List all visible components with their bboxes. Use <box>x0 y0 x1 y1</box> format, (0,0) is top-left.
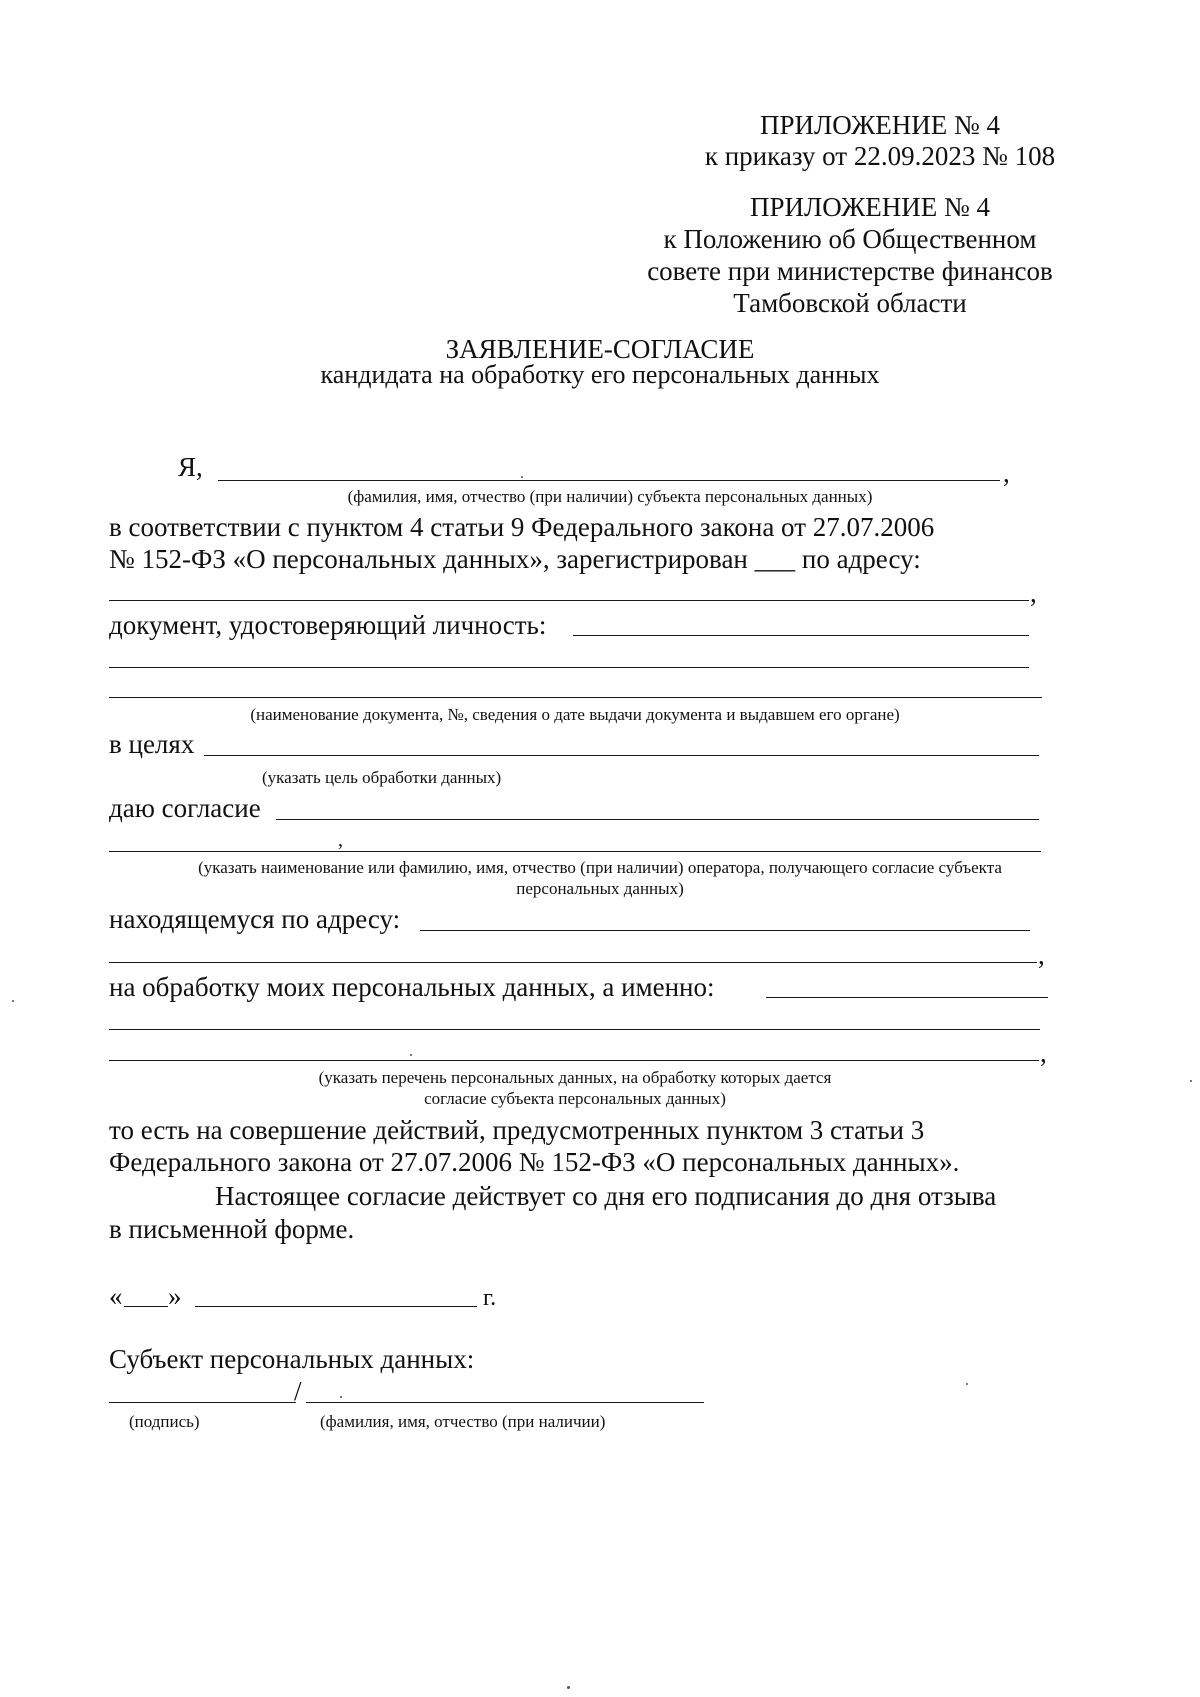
operator-address-comma: , <box>1038 940 1045 970</box>
operator-hint-line-2: персональных данных) <box>516 879 684 898</box>
regulation-line-1: к Положению об Общественном <box>663 224 1037 254</box>
data-list-field-line-1[interactable] <box>766 997 1048 998</box>
operator-address-field-line-2[interactable] <box>109 962 1037 963</box>
address-comma: , <box>1030 578 1037 608</box>
regulation-appendix-heading: ПРИЛОЖЕНИЕ № 4 <box>749 192 991 222</box>
consent-field-line-2[interactable] <box>109 851 1041 852</box>
order-reference: к приказу от 22.09.2023 № 108 <box>704 141 1056 171</box>
signature-field-line[interactable] <box>109 1402 296 1403</box>
document-title: ЗАЯВЛЕНИЕ-СОГЛАСИЕ <box>445 334 755 364</box>
id-document-label: документ, удостоверяющий личность: <box>109 610 547 640</box>
data-list-field-line-3[interactable] <box>109 1060 1039 1061</box>
law-text-line-1: в соответствии с пунктом 4 статьи 9 Федерального закона от 27.07.2006 <box>109 512 935 542</box>
id-document-field-line-3[interactable] <box>109 697 1042 698</box>
regulation-line-2: совете при министерстве финансов <box>647 256 1053 286</box>
data-list-comma: , <box>1040 1038 1047 1068</box>
processing-label: на обработку моих персональных данных, а именно: <box>109 972 715 1002</box>
consent-label: даю согласие <box>109 793 261 823</box>
validity-text-line-2: в письменной форме. <box>109 1214 355 1244</box>
id-document-field-line-1[interactable] <box>573 635 1029 636</box>
operator-hint-line-1: (указать наименование или фамилию, имя, отчество (при наличии) оператора, получающего согласие субъекта <box>198 858 1002 877</box>
address-field-line[interactable] <box>109 600 1029 601</box>
date-month-year-field[interactable] <box>195 1306 477 1307</box>
scan-speck <box>410 1054 412 1056</box>
scan-speck <box>567 1686 570 1689</box>
fio-comma: , <box>1003 458 1010 488</box>
i-label: Я, <box>178 452 203 482</box>
id-document-field-line-2[interactable] <box>109 667 1029 668</box>
date-open-quote: « <box>109 1281 123 1311</box>
date-close-quote: » <box>168 1281 182 1311</box>
fio-hint: (фамилия, имя, отчество (при наличии) субъекта персональных данных) <box>347 487 873 506</box>
signature-hint: (подпись) <box>129 1412 200 1431</box>
consent-comma: , <box>338 829 343 851</box>
appendix-heading: ПРИЛОЖЕНИЕ № 4 <box>759 110 1001 140</box>
regulation-line-3: Тамбовской области <box>733 288 967 318</box>
scan-speck <box>340 1396 342 1398</box>
full-name-hint: (фамилия, имя, отчество (при наличии) <box>320 1412 606 1431</box>
purpose-hint: (указать цель обработки данных) <box>262 768 502 787</box>
scan-speck <box>12 1000 14 1002</box>
law-text-line-2: № 152-ФЗ «О персональных данных», зарегистрирован ___ по адресу: <box>109 544 921 574</box>
document-subtitle: кандидата на обработку его персональных данных <box>320 360 880 389</box>
year-suffix: г. <box>483 1285 497 1311</box>
subject-label: Субъект персональных данных: <box>109 1344 475 1374</box>
operator-address-field-line-1[interactable] <box>420 930 1030 931</box>
data-list-hint-line-1: (указать перечень персональных данных, на обработку которых дается <box>318 1068 832 1087</box>
operator-address-label: находящемуся по адресу: <box>109 904 401 934</box>
fio-field-line[interactable] <box>218 480 1000 481</box>
id-document-hint: (наименование документа, №, сведения о дате выдачи документа и выдавшем его органе) <box>250 705 900 724</box>
validity-text-line-1: Настоящее согласие действует со дня его подписания до дня отзыва <box>215 1181 997 1211</box>
purpose-field-line[interactable] <box>204 755 1039 756</box>
data-list-hint-line-2: согласие субъекта персональных данных) <box>424 1089 726 1108</box>
consent-field-line-1[interactable] <box>276 819 1039 820</box>
purpose-label: в целях <box>109 729 195 759</box>
scan-speck <box>521 476 523 478</box>
scan-speck <box>966 1383 968 1385</box>
actions-text-line-1: то есть на совершение действий, предусмотренных пунктом 3 статьи 3 <box>109 1115 925 1145</box>
full-name-field-line[interactable] <box>306 1402 704 1403</box>
scan-speck <box>1190 1080 1192 1082</box>
data-list-field-line-2[interactable] <box>109 1029 1040 1030</box>
date-day-field[interactable] <box>124 1306 168 1307</box>
signature-slash: / <box>294 1376 302 1406</box>
actions-text-line-2: Федерального закона от 27.07.2006 № 152-ФЗ «О персональных данных». <box>109 1147 960 1177</box>
